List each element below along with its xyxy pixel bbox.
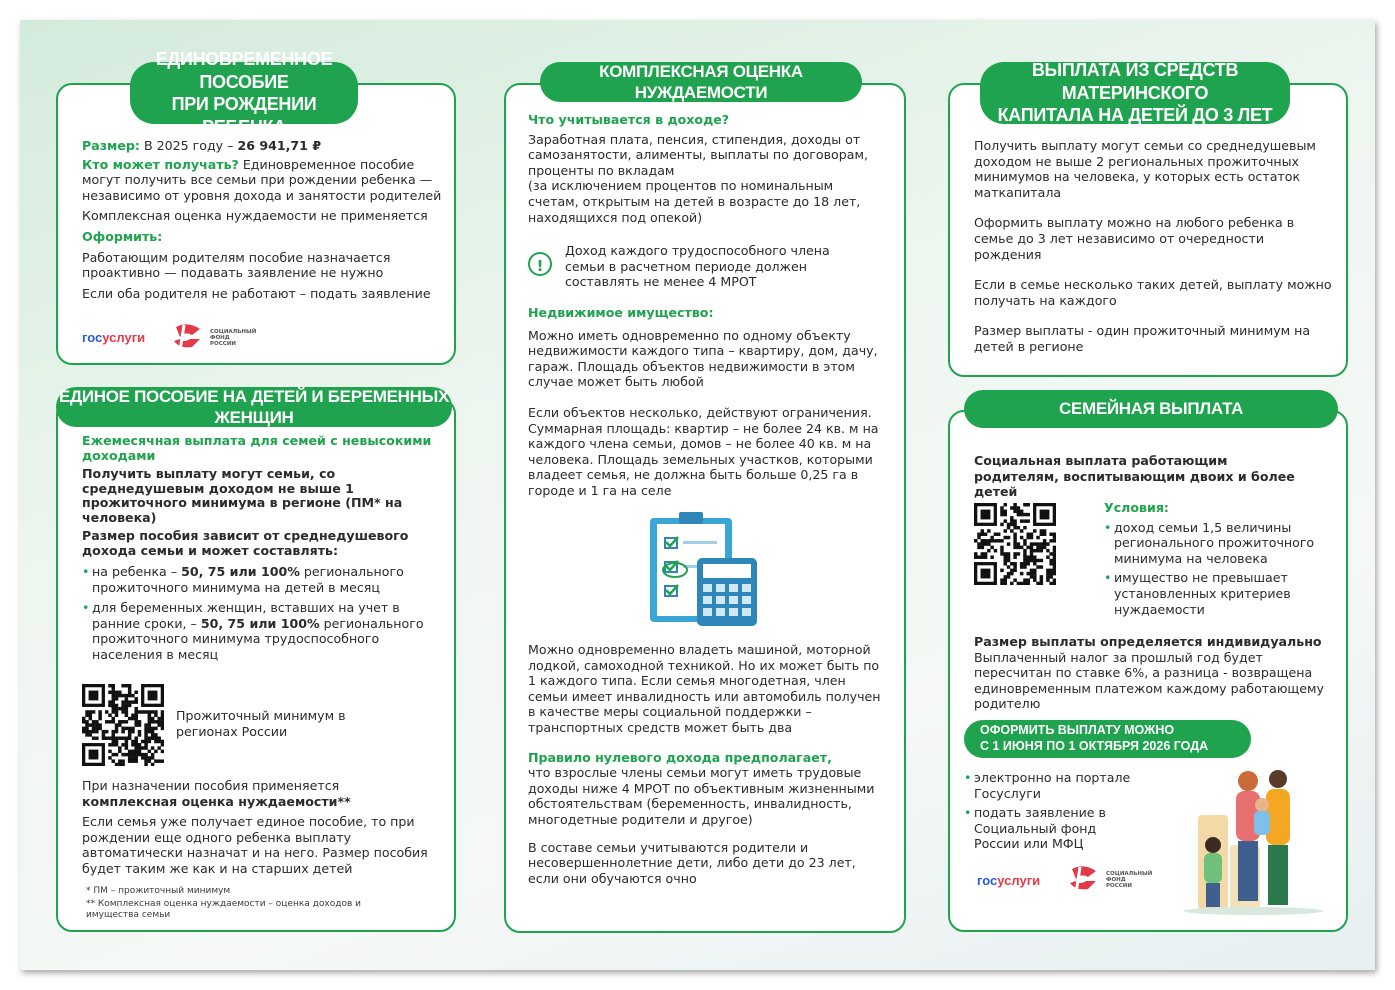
realty-label: Недвижимое имущество: [528, 305, 714, 320]
realty-text-2: Если объектов несколько, действуют ограничения. Суммарная площадь: квартир – не более 24 кв. м на каждого члена семьи, домов – не более 40 кв. м на человека. Площадь земельных участков, которыми владеет семья, не должна быть больше 0,25 га в городе и 1 га на селе [528, 404, 879, 498]
needs-assessment-body-mid [528, 305, 883, 499]
family-payment-intro: Социальная выплата работающим родителям, воспитывающим двоих и более детей [974, 453, 1295, 500]
mc-p1: Получить выплату могут семьи со среднедушевым доходом не выше 2 региональных прожиточных минимумов на человека, у которых есть остаток маткапитала [974, 138, 1316, 200]
payment-size-label: Размер выплаты определяется индивидуально [974, 634, 1322, 649]
zero-income-label: Правило нулевого дохода предполагает, [528, 749, 832, 765]
sfr-logo-label: СОЦИАЛЬНЫЙ ФОНД РОССИИ [1106, 871, 1153, 889]
family-payment-title: СЕМЕЙНАЯ ВЫПЛАТА [964, 390, 1338, 428]
mc-p3: Если в семье несколько таких детей, выплату можно получать на каждого [974, 277, 1332, 308]
movable-property-text: Можно одновременно владеть машиной, моторной лодкой, самоходной техникой. Но их может быть по 1 каждого типа. Если семья многодетная, член семьи имеет инвалидность или автомобиль получен в качестве меры социальной поддержки – транспортных средств может быть два [528, 642, 881, 735]
warning-icon: ! [528, 252, 552, 276]
family-illustration [1178, 765, 1328, 915]
size-depends-text: Размер пособия зависит от среднедушевого дохода семьи и может составлять: [82, 528, 409, 558]
sfr-logo-label: СОЦИАЛЬНЫЙ ФОНД РОССИИ [210, 329, 257, 347]
condition-income: • доход семьи 1,5 величины регионального прожиточного минимума на человека [1104, 520, 1334, 567]
who-text: Единовременное пособие могут получить все семьи при рождении ребенка — независимо от уровня дохода и занятости родителей [82, 156, 442, 203]
sfr-emblem-icon [1066, 865, 1102, 895]
apply-text-2: Если оба родителя не работают – подать заявление [82, 285, 431, 301]
apply-deadline-banner: ОФОРМИТЬ ВЫПЛАТУ МОЖНО С 1 ИЮНЯ ПО 1 ОКТЯБРЯ 2026 ГОДА [964, 720, 1251, 758]
lump-sum-title [130, 49, 358, 137]
gosuslugi-logo: госуслуги [82, 330, 146, 345]
apply-label: Оформить: [82, 228, 163, 244]
conditions-block [1104, 500, 1334, 617]
needs-assessment-title: КОМПЛЕКСНАЯ ОЦЕНКА НУЖДАЕМОСТИ [540, 62, 862, 102]
unified-allowance-body [82, 433, 438, 663]
subsistence-qr-code[interactable] [82, 684, 164, 766]
realty-text-1: Можно иметь одновременно по одному объекту недвижимости каждого типа – квартиру, дом, дачу, гараж. Площадь объектов недвижимости в этом случае может быть любой [528, 327, 878, 390]
family-payment-qr-code[interactable] [974, 503, 1056, 585]
assessment-note: Комплексная оценка нуждаемости не применяется [82, 208, 428, 224]
sfr-emblem-icon [170, 323, 206, 353]
gosuslugi-logo-2: госуслуги [977, 873, 1041, 888]
income-exception: (за исключением процентов по номинальным счетам, открытым на детей в возрасте до 18 лет, находящихся под опекой) [528, 178, 861, 225]
income-text: Заработная плата, пенсия, стипендия, доходы от самозанятости, алименты, выплаты по договорам, проценты по вкладам [528, 131, 868, 178]
size-text: В 2025 году – [139, 138, 238, 153]
footnote-1: * ПМ – прожиточный минимум [86, 886, 231, 896]
needs-assessment-body-top [528, 112, 883, 225]
payment-size-block [974, 634, 1334, 712]
size-value: 26 941,71 ₽ [237, 138, 322, 153]
who-can-text: Получить выплату могут семьи, со среднедушевым доходом не выше 1 прожиточного минимума в регионе (ПМ* на человека) [82, 466, 403, 525]
already-receiving-text: Если семья уже получает единое пособие, то при рождении еще одного ребенка выплату автоматически назначат и на него. Размер пособия будет таким же как и на старших детей [82, 814, 428, 876]
condition-property: • имущество не превышает установленных критериев нуждаемости [1104, 570, 1334, 617]
conditions-label: Условия: [1104, 500, 1169, 515]
mc-p4: Размер выплаты - один прожиточный минимум на детей в регионе [974, 323, 1311, 354]
who-label: Кто может получать? [82, 156, 239, 172]
lump-sum-body [82, 138, 442, 301]
apply-text-1: Работающим родителям пособие назначается проактивно — подавать заявление не нужно [82, 249, 391, 281]
sfr-logo-2 [1066, 865, 1153, 895]
monthly-subtitle: Ежемесячная выплата для семей с невысокими доходами [82, 433, 432, 463]
lump-sum-title-line1: ЕДИНОВРЕМЕННОЕ ПОСОБИЕ [155, 49, 333, 92]
bullet-pregnant: • для беременных женщин, вставших на учет в ранние сроки, – 50, 75 или 100% регионального прожиточного минимума трудоспособного населения в месяц [82, 600, 438, 662]
size-label: Размер: [82, 138, 140, 153]
family-composition-text: В составе семьи учитываются родители и несовершеннолетние дети, либо дети до 23 лет, если они обучаются очно [528, 839, 856, 886]
apply-way-online: • электронно на портале Госуслуги [964, 770, 1134, 801]
payment-size-text: Выплаченный налог за прошлый год будет пересчитан по ставке 6%, а разница - возвращена единовременным платежом каждому работающему родителю [974, 649, 1324, 712]
unified-allowance-title: ЕДИНОЕ ПОСОБИЕ НА ДЕТЕЙ И БЕРЕМЕННЫХ ЖЕНЩИН [56, 387, 452, 427]
zero-income-text: что взрослые члены семьи могут иметь трудовые доходы ниже 4 МРОТ по объективным жизненными обстоятельствам (беременность, инвалидность, многодетные родители и другое) [528, 765, 875, 827]
checklist-calculator-illustration [645, 510, 765, 630]
lump-sum-title-line2: ПРИ РОЖДЕНИИ РЕБЕНКА [171, 94, 317, 137]
apply-ways [964, 770, 1134, 852]
maternity-capital-title: ВЫПЛАТА ИЗ СРЕДСТВ МАТЕРИНСКОГО КАПИТАЛА НА ДЕТЕЙ ДО 3 ЛЕТ [980, 62, 1290, 124]
maternity-capital-body [974, 138, 1334, 355]
footnote-2: ** Комплексная оценка нуждаемости – оценка доходов и имущества семьи [86, 899, 361, 920]
mc-p2: Оформить выплату можно на любого ребенка в семье до 3 лет независимо от очередности рождения [974, 215, 1295, 262]
apply-way-office: • подать заявление в Социальный фонд России или МФЦ [964, 805, 1134, 852]
unified-allowance-body-2: При назначении пособия применяется комплексная оценка нуждаемости** Если семья уже получает единое пособие, то при рождении еще одного ребенка выплату автоматически назначат и на него. Размер пособия будет таким же как и на старших детей [82, 778, 438, 877]
bullet-child: • на ребенка – 50, 75 или 100% регионального прожиточного минимума на детей в месяц [82, 564, 438, 595]
income-question: Что учитывается в доходе? [528, 112, 730, 127]
warning-text: Доход каждого трудоспособного члена семьи в расчетном периоде должен составлять не менее 4 МРОТ [565, 243, 830, 290]
qr-caption: Прожиточный минимум в регионах России [176, 708, 346, 739]
sfr-logo [170, 323, 257, 353]
needs-assessment-body-bottom [528, 642, 883, 886]
brochure-page [20, 20, 1375, 970]
